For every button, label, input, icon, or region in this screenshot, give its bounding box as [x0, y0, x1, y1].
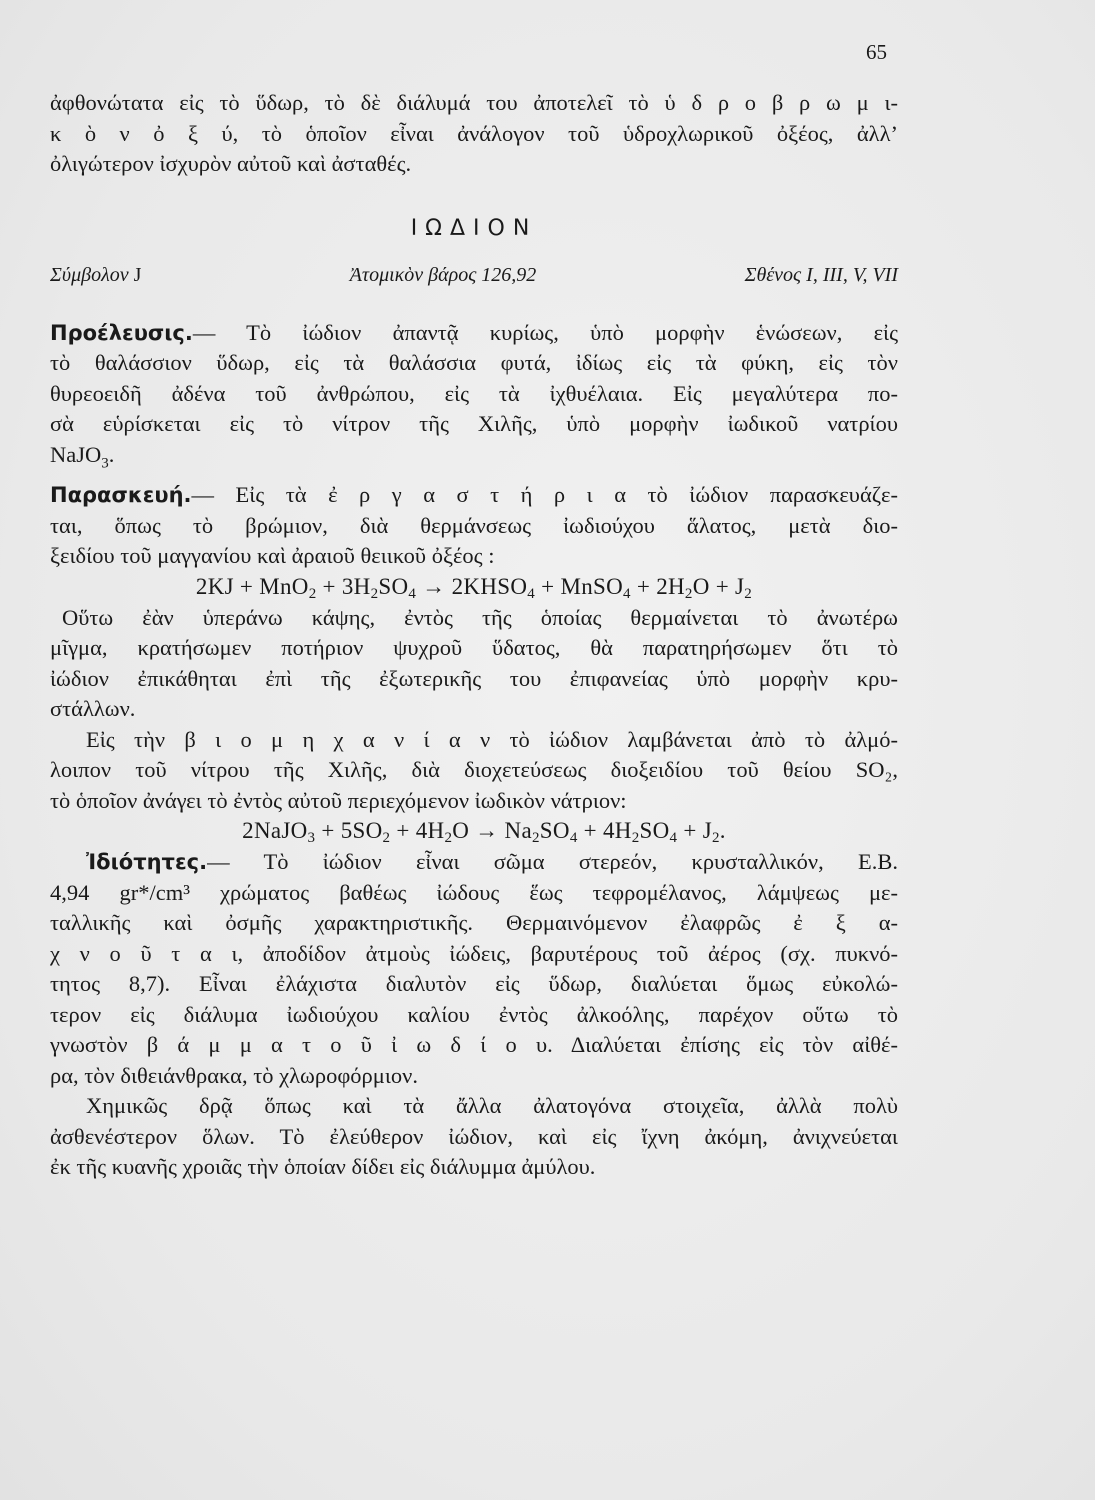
chemistry-line: Χημικῶς δρᾷ ὅπως καὶ τὰ ἄλλα ἀλατογόνα στοιχεῖα, ἀλλὰ πολὺ	[86, 1093, 898, 1118]
origin-line: Προέλευσις.— Τὸ ἰώδιον ἀπαντᾷ κυρίως, ὑπὸ μορφὴν ἑνώσεων, εἰς	[50, 319, 898, 345]
origin-line: σὰ εὑρίσκεται εἰς τὸ νίτρον τῆς Χιλῆς, ὑπὸ μορφὴν ἰωδικοῦ νατρίου	[50, 411, 898, 436]
section-title-properties: Ἰδιότητες.	[86, 850, 208, 874]
page-number: 65	[866, 40, 887, 64]
properties-line: τερον εἰς διάλυμα ἰωδιούχου καλίου ἐντὸς ἀλκοόλης, παρέχον οὕτω τὸ	[50, 1001, 898, 1027]
section-title-origin: Προέλευσις.	[50, 320, 193, 345]
properties-line: ταλλικῆς καὶ ὀσμῆς χαρακτηριστικῆς. Θερμαινόμενον ἐλαφρῶς ἐ ξ α-	[50, 910, 898, 935]
chemistry-line: ἐκ τῆς κυανῆς χροιᾶς τὴν ὁποίαν δίδει εἰς διάλυμμα ἀμύλου.	[50, 1154, 596, 1179]
industry-line: λοιπον τοῦ νίτρου τῆς Χιλῆς, διὰ διοχετεύσεως διοξειδίου τοῦ θείου SO₂,	[50, 757, 898, 782]
preparation-line: στάλλων.	[50, 696, 136, 721]
page-body	[50, 88, 898, 1183]
preparation-line: ξειδίου τοῦ μαγγανίου καὶ ἀραιοῦ θειικοῦ ὀξέος :	[50, 543, 495, 568]
atomic-weight: Ἀτομικὸν βάρος 126,92	[349, 263, 537, 286]
equation-2: 2NaJO$_3$ + $5SO_2 + 4H_2O \to Na_2SO_4 + 4H_2SO_4 + J_2$.	[242, 818, 726, 846]
origin-line: θυρεοειδῆ ἀδένα τοῦ ἀνθρώπου, εἰς τὰ ἰχθυέλαια. Εἰς μεγαλύτερα πο-	[50, 380, 898, 406]
industry-line: Εἰς τὴν β ι ο μ η χ α ν ί α ν τὸ ἰώδιον λαμβάνεται ἀπὸ τὸ ἀλμό-	[86, 726, 898, 752]
element-properties	[50, 260, 898, 296]
chemistry-line: ἀσθενέστερον ὅλων. Τὸ ἐλεύθερον ἰώδιον, καὶ εἰς ἴχνη ἀκόμη, ἀνιχνεύεται	[50, 1123, 898, 1149]
properties-line: χ ν ο ῦ τ α ι, ἀποδίδον ἀτμοὺς ἰώδεις, βαρυτέρους τοῦ ἀέρος (σχ. πυκνό-	[50, 940, 898, 966]
preparation-line: ται, ὅπως τὸ βρώμιον, διὰ θερμάνσεως ἰωδιούχου ἅλατος, μετὰ διο-	[50, 512, 898, 538]
valence: Σθένος I, III, V, VII	[744, 263, 898, 286]
preparation-line: Παρασκευή.— Εἰς τὰ ἐ ρ γ α σ τ ή ρ ι α τὸ ἰώδιον παρασκευάζε-	[50, 482, 898, 507]
symbol-label: Σύμβολον	[50, 263, 129, 286]
intro-line: κ ὸ ν ὀ ξ ύ, τὸ ὁποῖον εἶναι ἀνάλογον τοῦ ὑδροχλωρικοῦ ὀξέος, ἀλλ’	[50, 120, 898, 146]
element-heading: ΙΩΔΙΟΝ	[410, 215, 538, 241]
symbol-value: J	[133, 263, 142, 286]
properties-line: ρα, τὸν διθειάνθρακα, τὸ χλωροφόρμιον.	[50, 1062, 418, 1088]
preparation-line: Οὕτω ἐὰν ὑπεράνω κάψης, ἐντὸς τῆς ὁποίας θερμαίνεται τὸ ἀνωτέρω	[62, 604, 898, 630]
section-title-preparation: Παρασκευή.	[50, 483, 192, 507]
industry-line: τὸ ὁποῖον ἀνάγει τὸ ἐντὸς αὐτοῦ περιεχόμενον ἰωδικὸν νάτριον:	[50, 787, 627, 813]
symbol-prop	[50, 260, 141, 296]
preparation-line: ἰώδιον ἐπικάθηται ἐπὶ τῆς ἐξωτερικῆς του ἐπιφανείας ὑπὸ μορφὴν κρυ-	[50, 665, 898, 691]
origin-formula: NaJO$_3$.	[50, 441, 115, 471]
equation-1: $2KJ + MnO_2 + 3H_2SO_4$ → $2KHSO_4$ + MnSO$_4$ + $2H_2O + J_2$	[195, 573, 753, 602]
properties-line: 4,94 gr*/cm³ χρώματος βαθέως ἰώδους ἕως τεφρομέλανος, λάμψεως με-	[50, 879, 898, 905]
intro-line: ὀλιγώτερον ἰσχυρὸν αὐτοῦ καὶ ἀσταθές.	[50, 151, 412, 176]
origin-line: τὸ θαλάσσιον ὕδωρ, εἰς τὰ θαλάσσια φυτά, ἰδίως εἰς τὰ φύκη, εἰς τὸν	[50, 350, 898, 375]
intro-line: ἀφθονώτατα εἰς τὸ ὕδωρ, τὸ δὲ διάλυμά του ἀποτελεῖ τὸ ὑ δ ρ ο β ρ ω μ ι-	[50, 90, 898, 115]
preparation-line: μῖγμα, κρατήσωμεν ποτήριον ψυχροῦ ὕδατος, θὰ παρατηρήσωμεν ὅτι τὸ	[50, 635, 898, 660]
properties-line: τητος 8,7). Εἶναι ἐλάχιστα διαλυτὸν εἰς ὕδωρ, διαλύεται ὅμως εὐκολώ-	[50, 971, 898, 996]
properties-line: γνωστὸν β ά μ μ α τ ο ῦ ἰ ω δ ί ο υ. Διαλύεται ἐπίσης εἰς τὸν αἰθέ-	[50, 1032, 898, 1057]
properties-line: Ἰδιότητες.— Τὸ ἰώδιον εἶναι σῶμα στερεόν, κρυσταλλικόν, Ε.Β.	[86, 849, 898, 874]
